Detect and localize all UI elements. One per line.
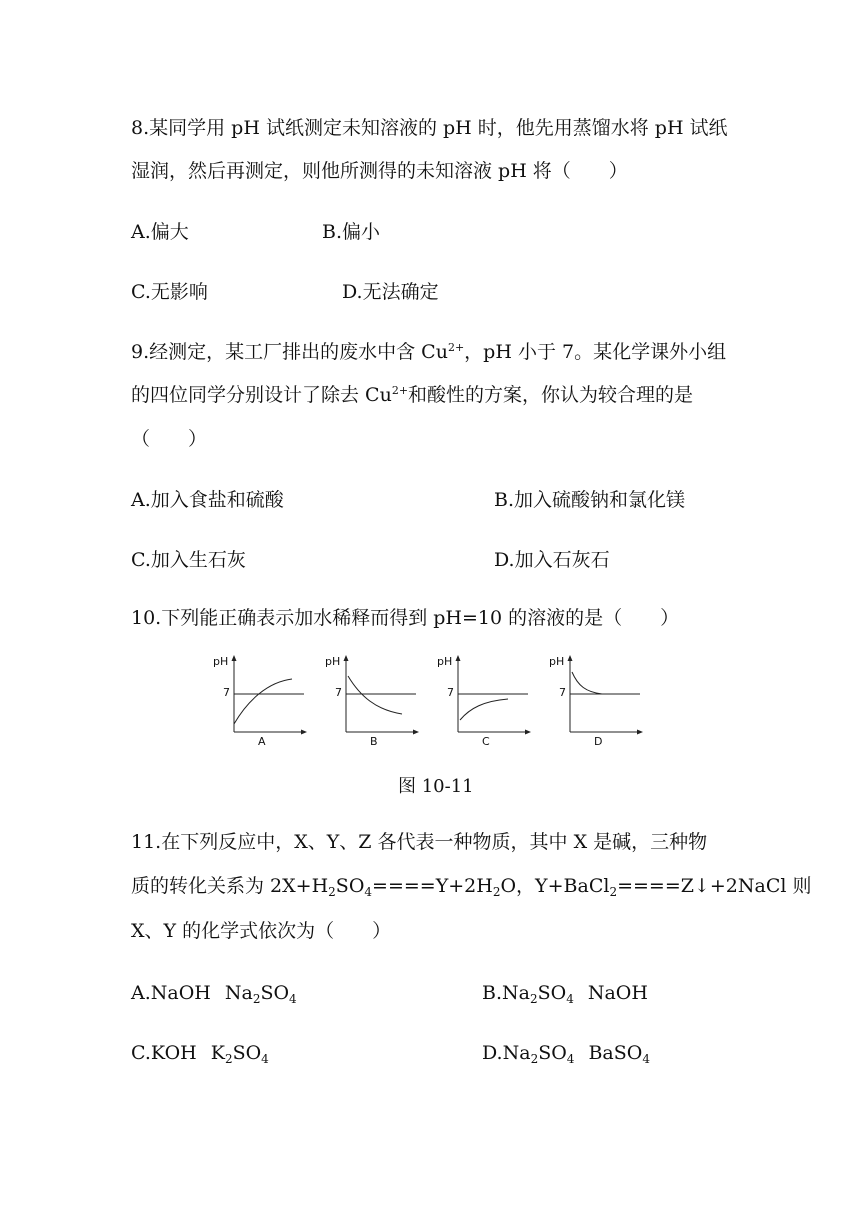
graph-d-label: D (594, 735, 603, 748)
q9-line-1-superscript: 2+ (447, 341, 465, 354)
graph-a-curve (234, 679, 292, 724)
q11-line-2 (131, 874, 812, 898)
q9-option-d: D.加入石灰石 (494, 549, 610, 571)
q11-option-d (482, 1041, 650, 1065)
graph-c (436, 652, 536, 750)
graph-a-label: A (258, 735, 266, 748)
q8-line-2: 湿润，然后再测定，则他所测得的未知溶液 pH 将（ ） (131, 160, 628, 182)
graph-d (548, 652, 648, 750)
q9-line-2 (131, 383, 693, 407)
graph-c-x-arrow (525, 730, 531, 735)
graph-b-x-arrow (413, 730, 419, 735)
graph-c-ph-label: pH (437, 655, 453, 668)
graph-b (324, 652, 424, 750)
q9-line-1-text-a: 9.经测定，某工厂排出的废水中含 Cu (131, 341, 448, 363)
graph-b-curve (348, 676, 402, 714)
q11-option-a-sub-1: 2 (252, 992, 261, 1006)
q11-line-2-sub-4: 2 (609, 885, 618, 899)
graph-a (212, 652, 312, 750)
graph-c-curve (460, 699, 508, 720)
q11-option-c-sub-2: 4 (261, 1052, 269, 1066)
q11-option-b-part-1: B.Na (482, 982, 530, 1004)
q9-line-1 (131, 340, 726, 364)
q8-option-a: A.偏大 (131, 221, 189, 243)
q11-option-b-part-2: SO (537, 982, 567, 1004)
graph-a-ph-label: pH (213, 655, 229, 668)
figure-caption: 图 10-11 (398, 776, 474, 797)
graph-a-tick-7: 7 (223, 686, 230, 699)
graph-d-ph-label: pH (549, 655, 565, 668)
q11-line-2-part-3: ====Y+2H (372, 875, 493, 897)
q11-option-b-part-3: NaOH (587, 982, 648, 1004)
graph-c-y-arrow (456, 655, 461, 661)
q9-option-a: A.加入食盐和硫酸 (131, 489, 284, 511)
q11-line-2-part-4: O，Y+BaCl (500, 875, 610, 897)
q9-option-b: B.加入硫酸钠和氯化镁 (494, 489, 686, 511)
graph-b-label: B (370, 735, 378, 748)
q8-option-d: D.无法确定 (342, 281, 439, 303)
q8-option-b: B.偏小 (322, 221, 381, 243)
q9-line-2-text-a: 的四位同学分别设计了除去 Cu (131, 384, 392, 406)
q11-option-a-part-3: SO (260, 982, 290, 1004)
q11-option-c (131, 1041, 269, 1065)
graph-d-x-arrow (637, 730, 643, 735)
q11-option-c-part-1: C.KOH (131, 1042, 197, 1064)
q11-option-d-sub-1: 2 (530, 1052, 539, 1066)
q11-option-b (482, 981, 648, 1005)
q11-line-2-sub-3: 2 (492, 885, 501, 899)
graph-d-tick-7: 7 (559, 686, 566, 699)
q11-option-d-part-1: D.Na (482, 1042, 531, 1064)
graph-b-ph-label: pH (325, 655, 341, 668)
q10-line-1: 10.下列能正确表示加水稀释而得到 pH=10 的溶液的是（ ） (131, 607, 680, 629)
q11-option-a-part-1: A.NaOH (131, 982, 211, 1004)
q11-line-3: X、Y 的化学式依次为（ ） (131, 920, 392, 942)
q11-option-c-part-2: K (210, 1042, 225, 1064)
q11-option-b-sub-1: 2 (529, 992, 538, 1006)
q11-option-d-sub-3: 4 (642, 1052, 650, 1066)
q8-line-1: 8.某同学用 pH 试纸测定未知溶液的 pH 时，他先用蒸馏水将 pH 试纸 (131, 117, 728, 139)
q11-line-1: 11.在下列反应中，X、Y、Z 各代表一种物质，其中 X 是碱，三种物 (131, 831, 708, 853)
q11-option-c-part-3: SO (232, 1042, 262, 1064)
graph-d-curve (572, 672, 602, 694)
q11-option-a-sub-2: 4 (289, 992, 297, 1006)
q11-line-2-part-1: 质的转化关系为 2X+H (131, 875, 329, 897)
q11-option-a (131, 981, 297, 1005)
q11-option-d-sub-2: 4 (566, 1052, 575, 1066)
q11-option-b-sub-2: 4 (566, 992, 574, 1006)
graph-c-label: C (482, 735, 490, 748)
q11-line-2-part-2: SO (335, 875, 365, 897)
graph-a-x-arrow (301, 730, 307, 735)
q9-option-c: C.加入生石灰 (131, 549, 246, 571)
q11-option-c-sub-1: 2 (224, 1052, 233, 1066)
q11-line-2-part-5: ====Z↓+2NaCl 则 (617, 875, 812, 897)
q9-line-2-superscript: 2+ (391, 384, 409, 397)
q9-line-1-text-b: ，pH 小于 7。某化学课外小组 (464, 341, 727, 363)
graph-a-y-arrow (232, 655, 237, 661)
q9-line-3: （ ） (131, 428, 208, 450)
graph-b-tick-7: 7 (335, 686, 342, 699)
q9-line-2-text-b: 和酸性的方案，你认为较合理的是 (408, 384, 694, 406)
graph-d-y-arrow (568, 655, 573, 661)
graph-b-y-arrow (344, 655, 349, 661)
q11-option-d-part-2: SO (538, 1042, 567, 1064)
q11-line-2-sub-1: 2 (328, 885, 336, 899)
q11-option-d-part-3: BaSO (588, 1042, 643, 1064)
graph-c-tick-7: 7 (447, 686, 454, 699)
q8-option-c: C.无影响 (131, 281, 208, 303)
q11-option-a-part-2: Na (224, 982, 253, 1004)
q11-line-2-sub-2: 4 (364, 885, 373, 899)
